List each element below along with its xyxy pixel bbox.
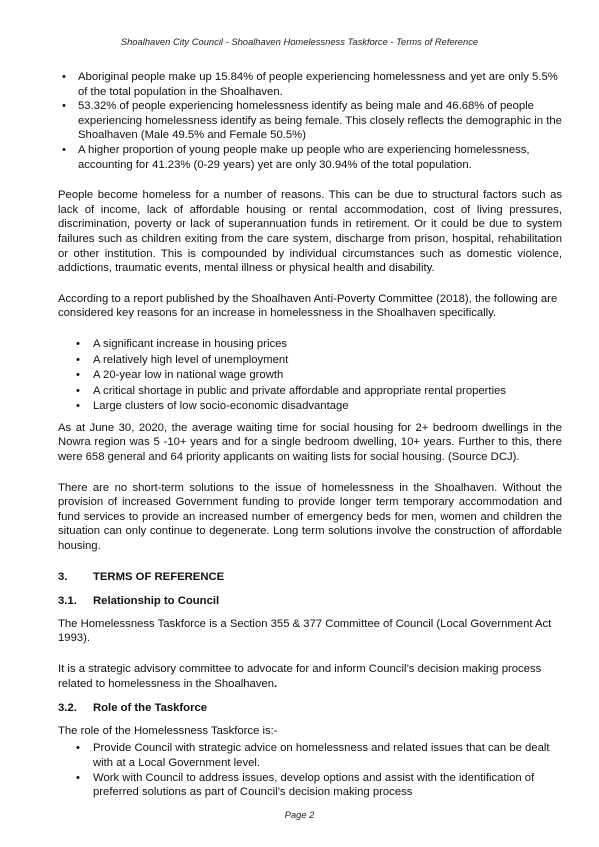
paragraph-solutions: There are no short-term solutions to the issue of homelessness in the Shoalhaven. Without the provision of increased Government funding to provide longer term temporary accommodation and fund services to provide an increased number of emergency beds for men, women and children the situation can only continue to degenerate. Long term solutions involve the construction of affordable housing. <box>58 481 562 553</box>
list-item: • A critical shortage in public and private affordable and appropriate rental properties <box>58 384 562 400</box>
list-item: • A relatively high level of unemployment <box>58 353 562 369</box>
list-item: • Provide Council with strategic advice on homelessness and related issues that can be dealt with at a Local Government level. <box>58 741 562 770</box>
section-heading-3 <box>58 570 562 585</box>
paragraph-advisory-text: It is a strategic advisory committee to advocate for and inform Council’s decision making process related to homelessness in the Shoalhaven <box>58 663 542 690</box>
list-item: • Aboriginal people make up 15.84% of people experiencing homelessness and yet are only 5.5% of the total population in the Shoalhaven. <box>58 70 562 99</box>
paragraph-committee: The Homelessness Taskforce is a Section 355 & 377 Committee of Council (Local Government Act 1993). <box>58 617 552 645</box>
section-number: 3. <box>58 570 68 583</box>
page-header: Shoalhaven City Council - Shoalhaven Homelessness Taskforce - Terms of Reference <box>120 36 479 47</box>
list-item: • A 20-year low in national wage growth <box>58 368 562 384</box>
section-heading-3-2 <box>58 701 562 716</box>
paragraph-advisory-end: . <box>274 677 278 690</box>
section-title: TERMS OF REFERENCE <box>93 570 225 583</box>
list-item: • Large clusters of low socio-economic disadvantage <box>58 399 562 415</box>
section-title: Relationship to Council <box>93 595 220 608</box>
section-title: Role of the Taskforce <box>93 702 208 715</box>
list-item: • 53.32% of people experiencing homelessness identify as being male and 46.68% of people experiencing homelessness identify as being female. This closely reflects the demographic in the Shoalhaven (Male 49.5% and Female 50.5%) <box>58 99 562 143</box>
section-heading-3-1 <box>58 594 562 609</box>
section-number: 3.1. <box>58 595 77 608</box>
list-item: • A significant increase in housing prices <box>58 337 562 353</box>
statistics-bullet-list <box>58 70 562 172</box>
role-bullet-list <box>58 741 562 799</box>
paragraph-reasons: People become homeless for a number of reasons. This can be due to structural factors such as lack of income, lack of affordable housing or rental accommodation, cost of living pressures, discrimination, poverty or lack of superannuation funds in retirement. Or it could be due to system failures such as children exiting from the care system, discharge from prison, hospital, rehabilitation or other institution. This is compounded by individual circumstances such as domestic violence, addictions, traumatic events, mental illness or physical health and disability. <box>58 189 562 275</box>
section-number: 3.2. <box>58 702 77 715</box>
page-footer: Page 2 <box>284 809 315 820</box>
role-intro: The role of the Homelessness Taskforce is:- <box>58 724 278 737</box>
paragraph-advisory <box>58 662 562 691</box>
list-item: • A higher proportion of young people make up people who are experiencing homelessness, accounting for 41.23% (0-29 years) yet are only 30.94% of the total population. <box>58 143 562 172</box>
paragraph-waiting-time: As at June 30, 2020, the average waiting time for social housing for 2+ bedroom dwellings in the Nowra region was 5 -10+ years and for a single bedroom dwelling, 10+ years. Further to this, there were 658 general and 64 priority applicants on waiting lists for social housing. (Source DCJ). <box>58 421 562 464</box>
list-item: • Work with Council to address issues, develop options and assist with the identification of preferred solutions as part of Council’s decision making process <box>58 771 562 800</box>
document-body <box>58 70 562 800</box>
reasons-bullet-list <box>58 337 562 415</box>
paragraph-report: According to a report published by the Shoalhaven Anti-Poverty Committee (2018), the following are considered key reasons for an increase in homelessness in the Shoalhaven specifically. <box>58 292 558 320</box>
